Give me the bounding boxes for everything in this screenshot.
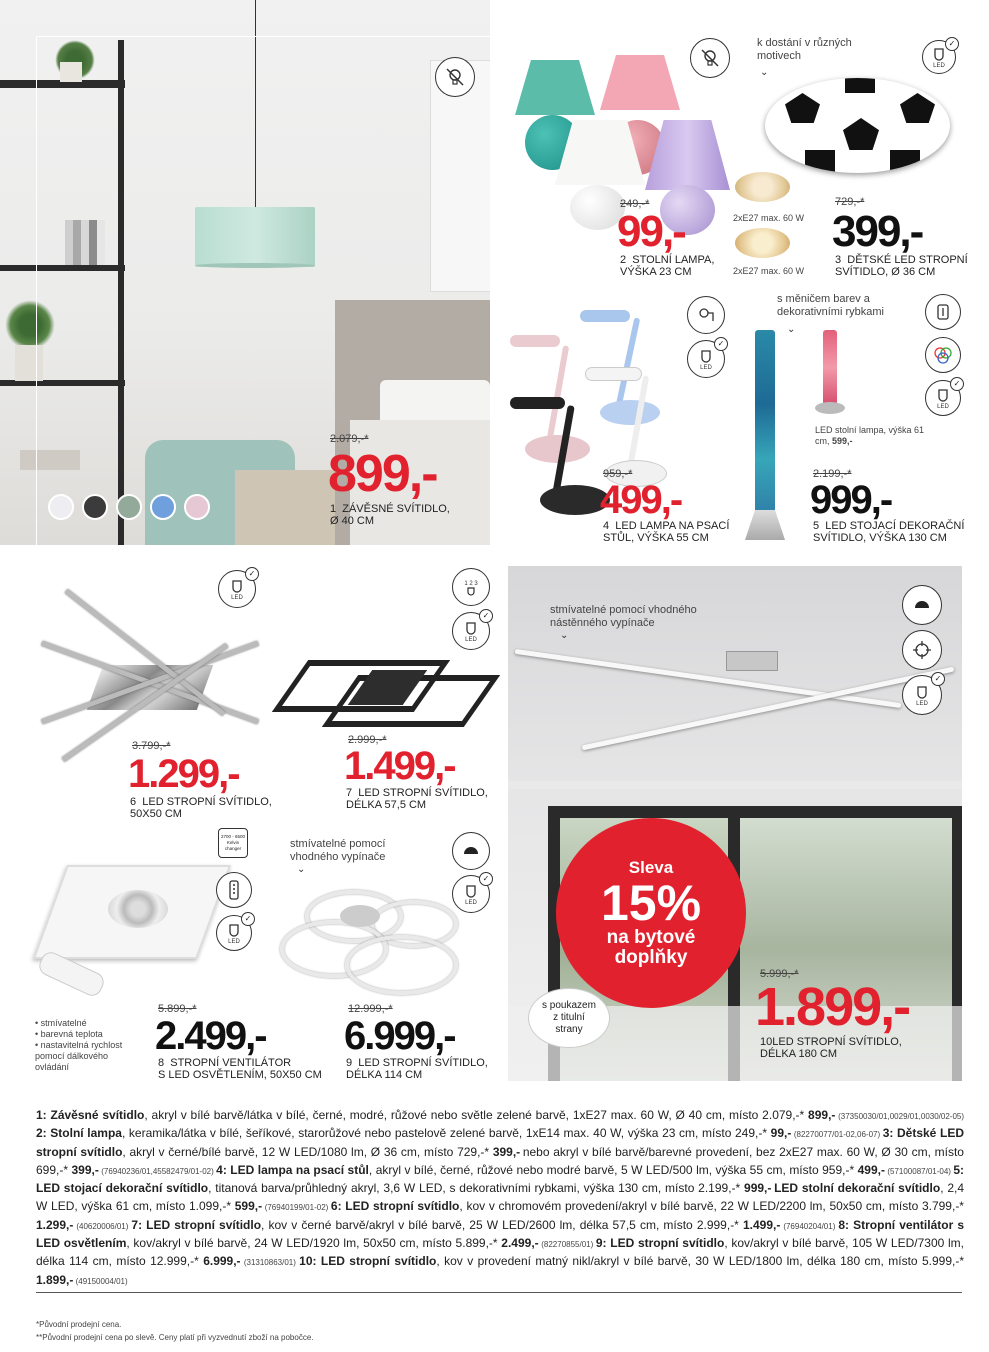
desc-price: 599,- (234, 1199, 263, 1214)
dimmable-note: stmívatelné pomocí vhodného vypínače (290, 838, 386, 863)
sale-price: 2.499,- (155, 1014, 266, 1058)
desc-text: , 2,4 W LED, výška 61 cm, místo 1.099,-* (36, 1181, 965, 1214)
desc-code: (76940236/01,45582479/01-02) (98, 1166, 217, 1176)
product-label (330, 503, 450, 527)
product-photo-cross-light (35, 610, 265, 750)
check-icon: ✓ (931, 672, 945, 686)
desc-title: 1: Závěsné svítidlo (36, 1108, 145, 1122)
desc-text: , akryl v bílé, černé, růžové nebo modré barvě, 5 W LED/500 lm, výška 55 cm, místo 959,-* (368, 1162, 858, 1177)
desc-code: (31310863/01) (240, 1258, 300, 1268)
remote-icon (216, 872, 252, 908)
desc-price: 499,- (857, 1162, 885, 1177)
coupon-text: s poukazem z titulní strany (542, 1000, 596, 1035)
product-name: LED STOJACÍ DEKORAČNÍ (825, 520, 965, 532)
no-bulb-icon (435, 57, 475, 97)
coupon-bubble (528, 988, 610, 1048)
product-label (813, 520, 964, 544)
product-label (346, 1057, 488, 1081)
sale-price: 899,- (328, 445, 437, 503)
check-icon: ✓ (950, 377, 964, 391)
sale-price: 6.999,- (344, 1014, 455, 1058)
desc-title: LED stolní dekorační svítidlo (774, 1181, 941, 1196)
led-icon (687, 340, 725, 378)
product-name: LED STROPNÍ SVÍTIDLO, (142, 796, 272, 808)
desc-text: nebo akryl v bílé barvě/barevné provedení, bez 2xE27 max. 60 W, Ø 30 cm, místo 699,-* (36, 1144, 964, 1177)
desc-title: 2: Stolní lampa (36, 1126, 122, 1141)
fan-feature-item: • stmívatelné (35, 1018, 87, 1028)
product-spec: S LED OSVĚTLENÍM, 50X50 CM (158, 1069, 322, 1081)
product-photo-square-light (270, 650, 495, 740)
product-number: 7 (346, 787, 353, 799)
sale-price: 499,- (600, 478, 682, 522)
check-icon: ✓ (241, 912, 255, 926)
frame-line (36, 36, 37, 545)
check-icon: ✓ (479, 609, 493, 623)
color-change-icon (925, 337, 961, 373)
desc-text: , keramika/látka v bílé, šeříkové, starorůžové nebo pastelově zelené barvě, 1xE14 max. 40 W, výška 23 cm, místo 249,-* (121, 1126, 771, 1141)
desc-code: (49150004/01) (73, 1276, 128, 1286)
led-icon-text: LED (465, 637, 477, 643)
desc-code: (82270855/01) (538, 1240, 596, 1250)
product-photo-ring-light (275, 880, 460, 1000)
check-icon: ✓ (714, 337, 728, 351)
product-label (760, 1036, 902, 1060)
kelvin-text: 2700 - 6500 Kelvin changer (220, 834, 246, 851)
desc-code: (37350030/01,0029/01,0030/02-05) (835, 1112, 965, 1121)
usb-icon (687, 296, 725, 334)
led-icon (452, 612, 490, 650)
desc-item (36, 1108, 964, 1122)
product-number: 6 (130, 796, 137, 808)
chevron-down-icon: ⌄ (760, 67, 769, 78)
led-icon (925, 380, 961, 416)
desc-title: 5: LED stojací dekorační svítidlo (36, 1162, 964, 1196)
product-label (158, 1057, 322, 1081)
dimmable-icon (452, 832, 490, 870)
product-name: ZÁVĚSNÉ SVÍTIDLO, (342, 503, 450, 515)
fan-feature-text: stmívatelné (40, 1018, 87, 1028)
product-number: 9 (346, 1057, 353, 1069)
small-lamp-price: 599,- (832, 436, 853, 446)
sale-price: 1.299,- (128, 752, 239, 796)
desc-price: 999,- (744, 1181, 772, 1196)
old-price: 959,-* (603, 468, 633, 480)
chevron-down-icon: ⌄ (787, 324, 796, 335)
product-photo-ceiling-fan (40, 850, 215, 970)
old-price: 5.999,-* (760, 968, 799, 980)
desc-title: 9: LED stropní svítidlo (595, 1236, 725, 1251)
sale-price: 99,- (617, 207, 685, 256)
desc-title: 4: LED lampa na psací stůl (216, 1162, 369, 1177)
rotate-icon (902, 630, 942, 670)
desc-title: 10: LED stropní svítidlo (299, 1254, 437, 1269)
desc-item (131, 1218, 838, 1232)
desc-item (36, 1126, 883, 1140)
desc-text: , kov v černé barvě/akryl v bílé barvě, 25 W LED/2600 lm, délka 57,5 cm, místo 2.999,-* (261, 1217, 743, 1232)
desc-title: 8: Stropní ventilátor s LED osvětlením (36, 1217, 965, 1251)
product-number: 2 (620, 254, 627, 266)
product-number: 8 (158, 1057, 165, 1069)
desc-price: 1.499,- (742, 1217, 781, 1232)
product-name: DĚTSKÉ LED STROPNÍ (847, 254, 968, 266)
led-icon-text: LED (916, 701, 928, 707)
sale-badge (556, 818, 746, 1008)
chevron-down-icon: ⌄ (560, 630, 569, 641)
desc-price: 899,- (808, 1108, 836, 1122)
desc-title: 3: Dětské LED stropní svítidlo (36, 1126, 964, 1159)
check-icon: ✓ (245, 567, 259, 581)
product-photo-bubble-tube (745, 330, 785, 540)
fan-feature-text: barevná teplota (40, 1029, 103, 1039)
kelvin-changer-icon (218, 828, 248, 858)
product-photo-football-light (765, 78, 950, 173)
product-label (346, 787, 488, 811)
product-spec: 50X50 CM (130, 808, 182, 820)
led-icon (902, 675, 942, 715)
product-spec: DÉLKA 57,5 CM (346, 799, 427, 811)
led-icon (216, 915, 252, 951)
desc-price: 2.499,- (501, 1236, 539, 1251)
product-spec: VÝŠKA 23 CM (620, 266, 692, 278)
sale-word: Sleva (628, 858, 674, 877)
desc-code: (76940199/01-02) (262, 1203, 331, 1213)
led-icon-text: LED (465, 900, 477, 906)
three-step-dimming-icon (452, 568, 490, 606)
led-icon-text: LED (228, 939, 240, 945)
variant-note: k dostání v různých motivech (757, 37, 852, 62)
desc-text: , kov/akryl v bílé barvě, 105 W LED/7300 lm, délka 114 cm, místo 12.999,-* (36, 1236, 964, 1269)
fan-features (35, 1018, 145, 1073)
old-price: 3.799,-* (132, 740, 171, 752)
desc-text: , kov v provedení matný nikl/akryl v bílé barvě, 30 W LED/1800 lm, délka 180 cm, místo 5.999,-* (436, 1254, 965, 1269)
product-spec: STŮL, VÝŠKA 55 CM (603, 532, 709, 544)
desc-text: , akryl v černé/bílé barvě, 12 W LED/1080 lm, Ø 36 cm, místo 729,-* (122, 1144, 493, 1159)
product-name: LED STROPNÍ SVÍTIDLO, (358, 1057, 488, 1069)
check-icon: ✓ (945, 37, 959, 51)
product-name: STOLNÍ LAMPA, (632, 254, 715, 266)
desc-text: , titanová barva/průhledný akryl, 3,6 W LED, s dekorativními rybkami, výška 130 cm, místo 2.199,-* (208, 1181, 745, 1196)
old-price: 2.199,-* (813, 468, 852, 480)
led-icon (452, 875, 490, 913)
footnote: **Původní prodejní cena po slevě. Ceny platí při vyzvednutí zboží na pobočce. (36, 1333, 314, 1342)
feature-note: s měničem barev a dekorativními rybkami (777, 293, 884, 318)
product-photo-plate-light (735, 228, 790, 258)
desc-price: 99,- (770, 1126, 792, 1141)
chevron-down-icon: ⌄ (297, 864, 306, 875)
product-label (130, 796, 272, 820)
scale-icon-text: 1 2 3 (464, 581, 478, 587)
color-swatch-green[interactable] (116, 494, 142, 520)
desc-price: 399,- (492, 1144, 521, 1159)
fan-feature-item: • nastavitelná rychlost (35, 1040, 123, 1050)
frame-line (36, 36, 490, 37)
desc-text: , akryl v bílé barvě/látka v bílé, černé, modré, růžové nebo světle zelené barvě, 1xE27 max. 60 W, Ø 40 cm, místo 2.079,-* (144, 1108, 809, 1122)
fan-feature-text: nastavitelná rychlost (40, 1040, 123, 1050)
desc-title: 7: LED stropní svítidlo (131, 1217, 262, 1232)
product-description (36, 1107, 964, 1290)
led-icon-text: LED (700, 365, 712, 371)
product-spec: DÉLKA 114 CM (346, 1069, 423, 1081)
product-name: STROPNÍ VENTILÁTOR (170, 1057, 292, 1069)
sale-price: 399,- (832, 207, 923, 256)
product-number: 3 (835, 254, 842, 266)
small-lamp-text: LED stolní lampa, výška 61 cm, (815, 425, 925, 446)
old-price: 729,-* (835, 196, 865, 208)
product-number: 4 (603, 520, 610, 532)
bulb-spec: 2xE27 max. 60 W (733, 266, 805, 276)
old-price: 249,-* (620, 198, 650, 210)
old-price: 5.899,-* (158, 1003, 197, 1015)
product-number: 1 (330, 503, 337, 515)
product-photo-small-lamp (815, 330, 845, 420)
product-name: LED STROPNÍ SVÍTIDLO, (358, 787, 488, 799)
old-price: 12.999,-* (348, 1003, 393, 1015)
led-icon (922, 40, 956, 74)
small-lamp-note (815, 425, 925, 447)
product-spec: SVÍTIDLO, Ø 36 CM (835, 266, 936, 278)
desc-code: (76940204/01) (780, 1221, 839, 1231)
product-spec: Ø 40 CM (330, 515, 375, 527)
dimmable-icon (902, 585, 942, 625)
sale-price: 999,- (810, 478, 892, 522)
product-label (835, 254, 968, 278)
old-price: 2.999,-* (348, 734, 387, 746)
desc-price: 1.899,- (36, 1272, 74, 1287)
product-photo-plate-light (735, 172, 790, 202)
desc-code: (40620006/01) (73, 1221, 132, 1231)
bulb-spec: 2xE27 max. 60 W (733, 213, 805, 223)
footnote: *Původní prodejní cena. (36, 1320, 122, 1329)
product-label (620, 254, 714, 278)
led-icon-text: LED (937, 404, 949, 410)
desc-item (216, 1163, 953, 1177)
led-icon (218, 570, 256, 608)
sale-line1: na bytové (606, 927, 696, 948)
desc-price: 399,- (71, 1162, 99, 1177)
sale-line2: doplňky (614, 947, 688, 968)
desc-code: (82270077/01-02,06-07) (791, 1130, 883, 1140)
color-swatch-pink[interactable] (184, 494, 210, 520)
product-name: LED LAMPA NA PSACÍ (615, 520, 730, 532)
fan-remote-text: pomocí dálkového ovládání (35, 1051, 109, 1072)
desc-code: (57100087/01-04) (884, 1166, 954, 1176)
color-swatch-white[interactable] (48, 494, 74, 520)
product-label (603, 520, 729, 544)
fan-feature-item: • barevná teplota (35, 1029, 103, 1039)
product-photo-table-lamps (505, 50, 730, 220)
sale-price: 1.499,- (344, 744, 455, 788)
product-spec: DÉLKA 180 CM (760, 1048, 838, 1060)
old-price: 2.079,-* (330, 433, 369, 445)
dimmable-note: stmívatelné pomocí vhodného nástěnného vypínače (550, 604, 697, 629)
desc-price: 6.999,- (203, 1254, 241, 1269)
product-name: LED STROPNÍ SVÍTIDLO, (772, 1036, 902, 1048)
product-number: 10 (760, 1036, 773, 1048)
led-icon-text: LED (933, 63, 945, 69)
switch-icon (925, 294, 961, 330)
sale-percent: 15% (600, 875, 702, 931)
color-swatch-black[interactable] (82, 494, 108, 520)
desc-text: , kov/akryl v bílé barvě, 24 W LED/1920 lm, 50x50 cm, místo 5.899,-* (126, 1236, 502, 1251)
desc-title: 6: LED stropní svítidlo (330, 1199, 460, 1214)
sale-price: 1.899,- (755, 977, 910, 1037)
desc-text: , kov v chromovém provedení/akryl v bílé barvě, 22 W LED/2200 lm, 50x50 cm, místo 3.799,-* (459, 1199, 964, 1214)
product-number: 5 (813, 520, 820, 532)
color-swatch-blue[interactable] (150, 494, 176, 520)
bulb-included-icon (690, 38, 730, 78)
led-icon-text: LED (231, 595, 243, 601)
product-spec: SVÍTIDLO, VÝŠKA 130 CM (813, 532, 947, 544)
check-icon: ✓ (479, 872, 493, 886)
desc-price: 1.299,- (36, 1217, 74, 1232)
footer-divider (36, 1292, 962, 1293)
